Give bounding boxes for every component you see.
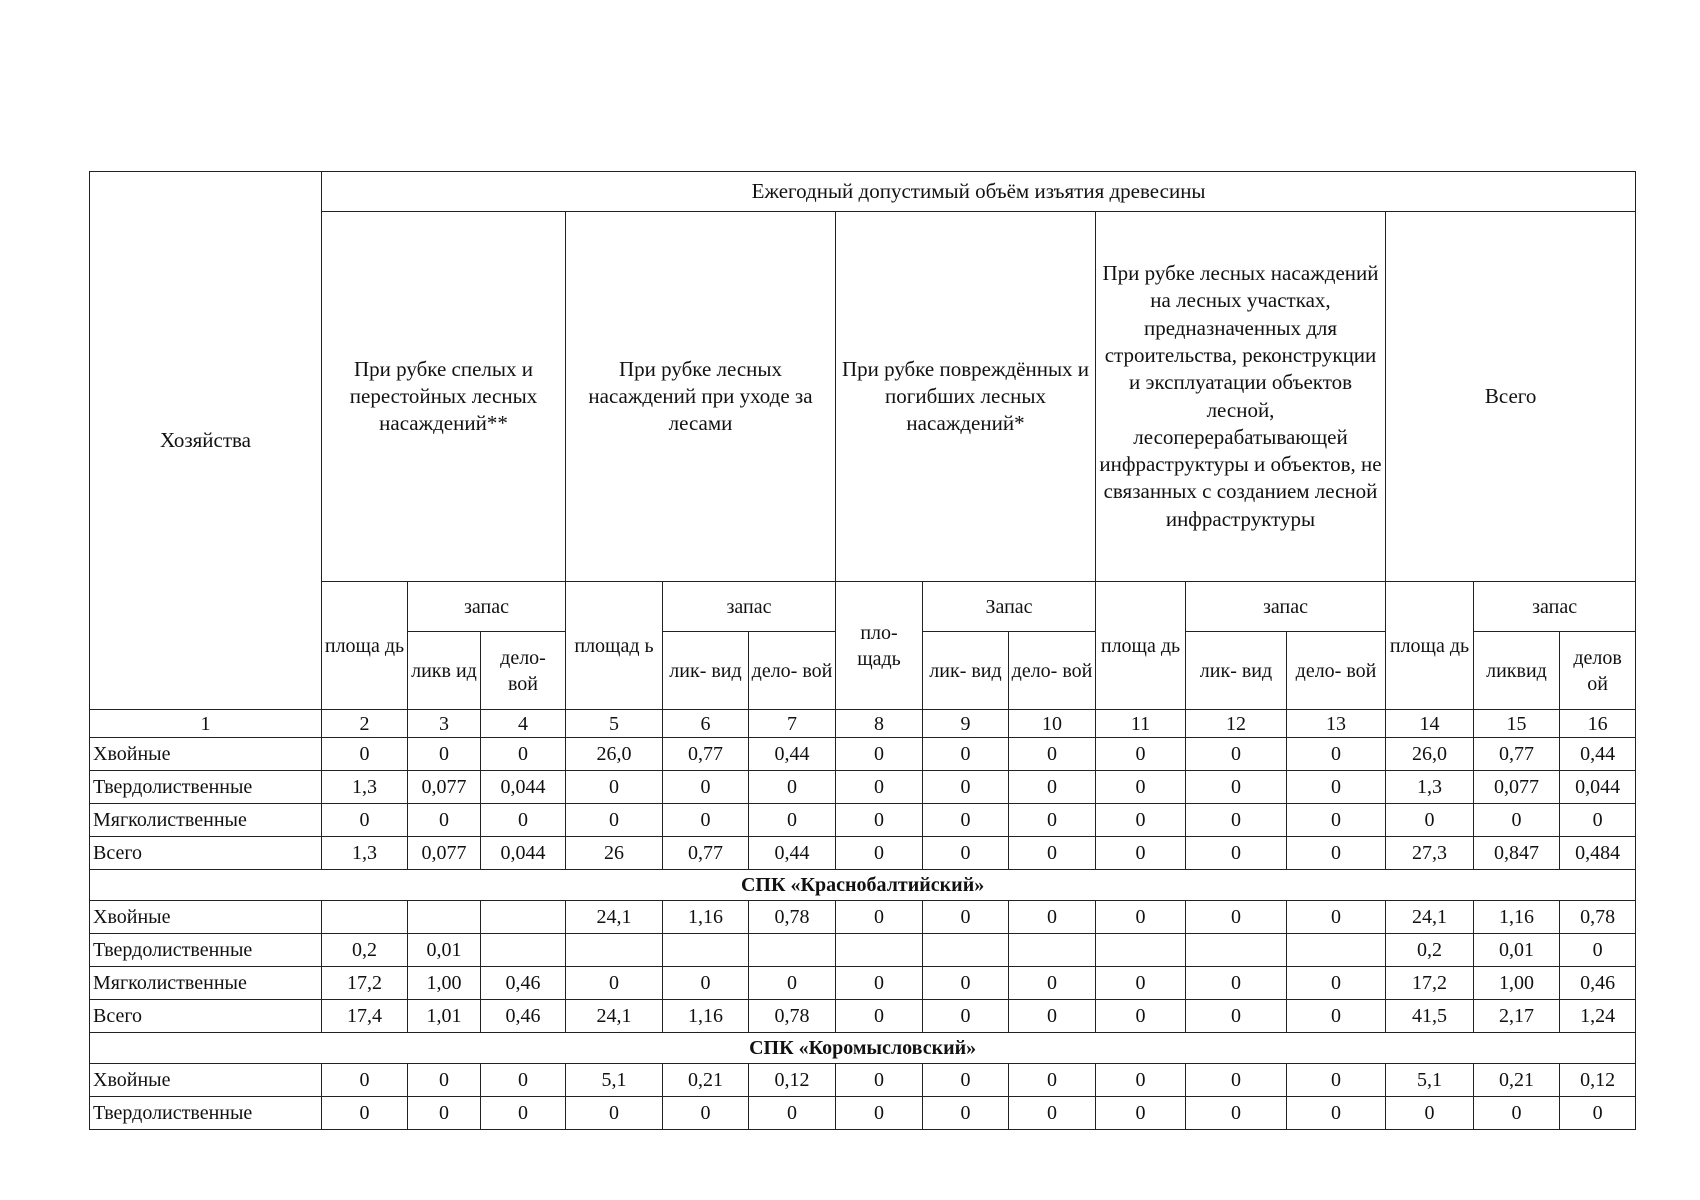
table-cell xyxy=(923,934,1009,967)
table-cell: 27,3 xyxy=(1386,837,1474,870)
table-cell: 0 xyxy=(1186,967,1287,1000)
table-cell: 0 xyxy=(1096,738,1186,771)
table-cell: 0 xyxy=(1287,1097,1386,1130)
table-cell: 0 xyxy=(1009,837,1096,870)
table-cell: 0 xyxy=(923,837,1009,870)
table-cell: 0 xyxy=(1096,804,1186,837)
table-row xyxy=(90,837,1636,870)
table-cell: 0,077 xyxy=(1474,771,1560,804)
table-cell: 0 xyxy=(836,738,923,771)
table-cell: 0 xyxy=(1287,901,1386,934)
table-cell: 0,46 xyxy=(1560,967,1636,1000)
table-row xyxy=(90,1064,1636,1097)
table-row xyxy=(90,738,1636,771)
table-cell: 0 xyxy=(1096,771,1186,804)
table-cell: 1,16 xyxy=(1474,901,1560,934)
table-cell: 0 xyxy=(1009,967,1096,1000)
table-cell: 0,01 xyxy=(408,934,481,967)
table-cell: 1,3 xyxy=(1386,771,1474,804)
table-cell: 0 xyxy=(836,804,923,837)
table-cell: 0 xyxy=(923,738,1009,771)
table-cell xyxy=(749,934,836,967)
table-cell: 0 xyxy=(408,804,481,837)
table-cell: 0,847 xyxy=(1474,837,1560,870)
table-cell: 0 xyxy=(923,1000,1009,1033)
table-cell: 0 xyxy=(923,967,1009,1000)
group-header-construction: При рубке лесных насаждений на лесных участках, предназначенных для строительства, реконструкции и эксплуатации объектов лесной, лесоперерабатывающей инфраструктуры и объектов, не связанных с созданием лесной инфраструктуры xyxy=(1096,212,1386,582)
table-cell: 0 xyxy=(836,771,923,804)
group-header-total: Всего xyxy=(1386,212,1636,582)
table-cell: 0 xyxy=(1186,738,1287,771)
area-header-5: площа дь xyxy=(1386,582,1474,710)
column-number: 1 xyxy=(90,710,322,738)
row-label: Твердолиственные xyxy=(90,771,322,804)
table-cell: 26 xyxy=(566,837,663,870)
table-cell: 17,2 xyxy=(322,967,408,1000)
table-cell xyxy=(481,934,566,967)
business-header-5: делов ой xyxy=(1560,632,1636,710)
table-cell: 0 xyxy=(1287,738,1386,771)
table-cell: 41,5 xyxy=(1386,1000,1474,1033)
table-cell: 0 xyxy=(566,771,663,804)
table-cell: 1,00 xyxy=(408,967,481,1000)
table-cell: 0,044 xyxy=(1560,771,1636,804)
area-header-3: пло- щадь xyxy=(836,582,923,710)
column-number: 11 xyxy=(1096,710,1186,738)
table-cell: 0 xyxy=(1474,1097,1560,1130)
table-cell xyxy=(1096,934,1186,967)
area-header-4: площа дь xyxy=(1096,582,1186,710)
table-row xyxy=(90,1000,1636,1033)
table-cell: 0 xyxy=(836,967,923,1000)
table-cell: 1,3 xyxy=(322,771,408,804)
table-cell: 0,21 xyxy=(663,1064,749,1097)
liquid-header-2: лик- вид xyxy=(663,632,749,710)
table-cell: 0 xyxy=(408,1097,481,1130)
table-cell: 0 xyxy=(322,1064,408,1097)
table-cell: 0 xyxy=(1009,738,1096,771)
table-cell: 0 xyxy=(663,1097,749,1130)
table-cell: 0 xyxy=(1009,804,1096,837)
table-cell: 0,77 xyxy=(663,837,749,870)
table-cell: 1,24 xyxy=(1560,1000,1636,1033)
table-cell: 0 xyxy=(749,771,836,804)
table-cell: 0 xyxy=(1186,1097,1287,1130)
table-cell: 0 xyxy=(481,1064,566,1097)
table-cell: 0 xyxy=(663,771,749,804)
column-number: 7 xyxy=(749,710,836,738)
column-number: 2 xyxy=(322,710,408,738)
timber-harvest-table xyxy=(89,171,1636,1130)
group-header-damaged: При рубке повреждённых и погибших лесных насаждений* xyxy=(836,212,1096,582)
table-cell: 1,16 xyxy=(663,1000,749,1033)
table-cell: 0 xyxy=(408,738,481,771)
table-cell: 0 xyxy=(1386,1097,1474,1130)
table-cell: 0,044 xyxy=(481,771,566,804)
table-cell: 0,77 xyxy=(1474,738,1560,771)
table-cell: 0 xyxy=(322,738,408,771)
table-cell: 0,484 xyxy=(1560,837,1636,870)
table-cell: 0,78 xyxy=(1560,901,1636,934)
table-cell: 17,4 xyxy=(322,1000,408,1033)
table-cell: 0,077 xyxy=(408,771,481,804)
column-number: 15 xyxy=(1474,710,1560,738)
table-cell xyxy=(836,934,923,967)
table-cell: 0 xyxy=(1096,837,1186,870)
table-cell: 0 xyxy=(1560,934,1636,967)
table-row xyxy=(90,1097,1636,1130)
table-cell: 0 xyxy=(1009,771,1096,804)
stock-header-3: Запас xyxy=(923,582,1096,632)
section-title: СПК «Коромысловский» xyxy=(90,1033,1636,1064)
row-label: Мягколиственные xyxy=(90,967,322,1000)
table-cell: 0,46 xyxy=(481,1000,566,1033)
table-title: Ежегодный допустимый объём изъятия древесины xyxy=(322,172,1636,212)
column-number: 9 xyxy=(923,710,1009,738)
table-row xyxy=(90,967,1636,1000)
table-cell: 24,1 xyxy=(566,1000,663,1033)
table-cell: 0 xyxy=(1186,901,1287,934)
table-cell xyxy=(1287,934,1386,967)
liquid-header-5: ликвид xyxy=(1474,632,1560,710)
table-cell xyxy=(322,901,408,934)
table-cell: 0,12 xyxy=(1560,1064,1636,1097)
table-cell: 0 xyxy=(663,804,749,837)
table-cell: 0 xyxy=(1096,1000,1186,1033)
table-cell: 0,2 xyxy=(1386,934,1474,967)
row-label: Хвойные xyxy=(90,901,322,934)
table-cell xyxy=(663,934,749,967)
table-cell: 0 xyxy=(1009,901,1096,934)
table-cell: 24,1 xyxy=(566,901,663,934)
table-cell: 0 xyxy=(1287,1000,1386,1033)
table-cell: 0 xyxy=(1287,967,1386,1000)
table-cell: 0,44 xyxy=(749,837,836,870)
business-header-2: дело- вой xyxy=(749,632,836,710)
table-cell: 0,77 xyxy=(663,738,749,771)
table-cell: 0,2 xyxy=(322,934,408,967)
area-header-1: площа дь xyxy=(322,582,408,710)
table-cell: 0 xyxy=(663,967,749,1000)
table-cell: 0 xyxy=(1560,804,1636,837)
table-cell: 0 xyxy=(1186,1000,1287,1033)
table-cell: 0,077 xyxy=(408,837,481,870)
column-number: 6 xyxy=(663,710,749,738)
table-cell: 0 xyxy=(566,1097,663,1130)
row-label: Хвойные xyxy=(90,738,322,771)
table-cell: 0 xyxy=(1096,1097,1186,1130)
table-cell: 0 xyxy=(836,837,923,870)
table-cell: 0,01 xyxy=(1474,934,1560,967)
table-cell: 0 xyxy=(1186,1064,1287,1097)
table-cell: 0 xyxy=(1186,804,1287,837)
table-cell: 0 xyxy=(923,771,1009,804)
table-cell: 26,0 xyxy=(566,738,663,771)
table-cell: 0 xyxy=(1009,1097,1096,1130)
table-cell: 0,44 xyxy=(749,738,836,771)
column-number: 16 xyxy=(1560,710,1636,738)
table-cell: 0 xyxy=(923,1097,1009,1130)
column-numbers-row xyxy=(90,710,1636,738)
table-cell: 0 xyxy=(1009,1000,1096,1033)
table-cell: 0 xyxy=(836,1000,923,1033)
business-header-4: дело- вой xyxy=(1287,632,1386,710)
table-cell: 0 xyxy=(1009,1064,1096,1097)
row-label: Твердолиственные xyxy=(90,1097,322,1130)
table-cell: 0,46 xyxy=(481,967,566,1000)
table-cell: 0 xyxy=(1287,1064,1386,1097)
table-cell: 0,12 xyxy=(749,1064,836,1097)
liquid-header-4: лик- вид xyxy=(1186,632,1287,710)
column-number: 14 xyxy=(1386,710,1474,738)
liquid-header-1: ликв ид xyxy=(408,632,481,710)
column-number: 3 xyxy=(408,710,481,738)
table-cell: 0 xyxy=(836,1064,923,1097)
section-header-row xyxy=(90,1033,1636,1064)
stock-header-5: запас xyxy=(1474,582,1636,632)
table-cell xyxy=(481,901,566,934)
table-cell: 0,044 xyxy=(481,837,566,870)
table-cell: 0 xyxy=(923,901,1009,934)
stock-header-1: запас xyxy=(408,582,566,632)
table-cell xyxy=(408,901,481,934)
table-row xyxy=(90,804,1636,837)
row-label: Хвойные xyxy=(90,1064,322,1097)
business-header-1: дело- вой xyxy=(481,632,566,710)
area-header-2: площад ь xyxy=(566,582,663,710)
table-cell: 0 xyxy=(923,804,1009,837)
table-cell: 0 xyxy=(749,967,836,1000)
table-cell xyxy=(1009,934,1096,967)
table-cell: 0 xyxy=(1186,771,1287,804)
table-cell: 17,2 xyxy=(1386,967,1474,1000)
table-cell: 2,17 xyxy=(1474,1000,1560,1033)
table-cell: 0 xyxy=(1560,1097,1636,1130)
table-cell: 0,44 xyxy=(1560,738,1636,771)
table-cell: 0 xyxy=(566,804,663,837)
table-cell: 1,16 xyxy=(663,901,749,934)
column-number: 5 xyxy=(566,710,663,738)
table-cell: 0 xyxy=(1186,837,1287,870)
group-header-care: При рубке лесных насаждений при уходе за лесами xyxy=(566,212,836,582)
column-number: 12 xyxy=(1186,710,1287,738)
table-cell: 0 xyxy=(481,804,566,837)
table-cell: 0 xyxy=(836,1097,923,1130)
table-cell: 1,00 xyxy=(1474,967,1560,1000)
table-cell: 0 xyxy=(1096,1064,1186,1097)
table-cell: 0 xyxy=(749,804,836,837)
table-cell: 5,1 xyxy=(566,1064,663,1097)
table-cell: 0 xyxy=(566,967,663,1000)
table-cell: 0 xyxy=(322,1097,408,1130)
table-cell: 0 xyxy=(1287,804,1386,837)
table-cell: 0 xyxy=(923,1064,1009,1097)
table-cell: 0 xyxy=(1096,901,1186,934)
table-cell: 5,1 xyxy=(1386,1064,1474,1097)
stock-header-2: запас xyxy=(663,582,836,632)
table-cell: 0,78 xyxy=(749,1000,836,1033)
table-cell: 0 xyxy=(1096,967,1186,1000)
farms-header: Хозяйства xyxy=(90,172,322,710)
liquid-header-3: лик- вид xyxy=(923,632,1009,710)
table-cell: 26,0 xyxy=(1386,738,1474,771)
table-cell: 0 xyxy=(1287,837,1386,870)
column-number: 13 xyxy=(1287,710,1386,738)
section-header-row xyxy=(90,870,1636,901)
table-row xyxy=(90,771,1636,804)
business-header-3: дело- вой xyxy=(1009,632,1096,710)
table-cell xyxy=(566,934,663,967)
table-row xyxy=(90,934,1636,967)
table-cell: 0 xyxy=(1386,804,1474,837)
table-cell: 0 xyxy=(1287,771,1386,804)
group-header-mature: При рубке спелых и перестойных лесных насаждений** xyxy=(322,212,566,582)
table-cell: 1,3 xyxy=(322,837,408,870)
table-row xyxy=(90,901,1636,934)
table-cell: 0,78 xyxy=(749,901,836,934)
table-cell: 0,21 xyxy=(1474,1064,1560,1097)
row-label: Мягколиственные xyxy=(90,804,322,837)
table-cell: 0 xyxy=(481,1097,566,1130)
column-number: 8 xyxy=(836,710,923,738)
table-cell: 24,1 xyxy=(1386,901,1474,934)
table-cell: 0 xyxy=(836,901,923,934)
table-cell: 0 xyxy=(1474,804,1560,837)
table-cell: 0 xyxy=(749,1097,836,1130)
table-cell xyxy=(1186,934,1287,967)
column-number: 4 xyxy=(481,710,566,738)
column-number: 10 xyxy=(1009,710,1096,738)
table-cell: 0 xyxy=(481,738,566,771)
table-cell: 0 xyxy=(322,804,408,837)
row-label: Всего xyxy=(90,837,322,870)
table-cell: 1,01 xyxy=(408,1000,481,1033)
section-title: СПК «Краснобалтийский» xyxy=(90,870,1636,901)
row-label: Всего xyxy=(90,1000,322,1033)
table-cell: 0 xyxy=(408,1064,481,1097)
row-label: Твердолиственные xyxy=(90,934,322,967)
stock-header-4: запас xyxy=(1186,582,1386,632)
